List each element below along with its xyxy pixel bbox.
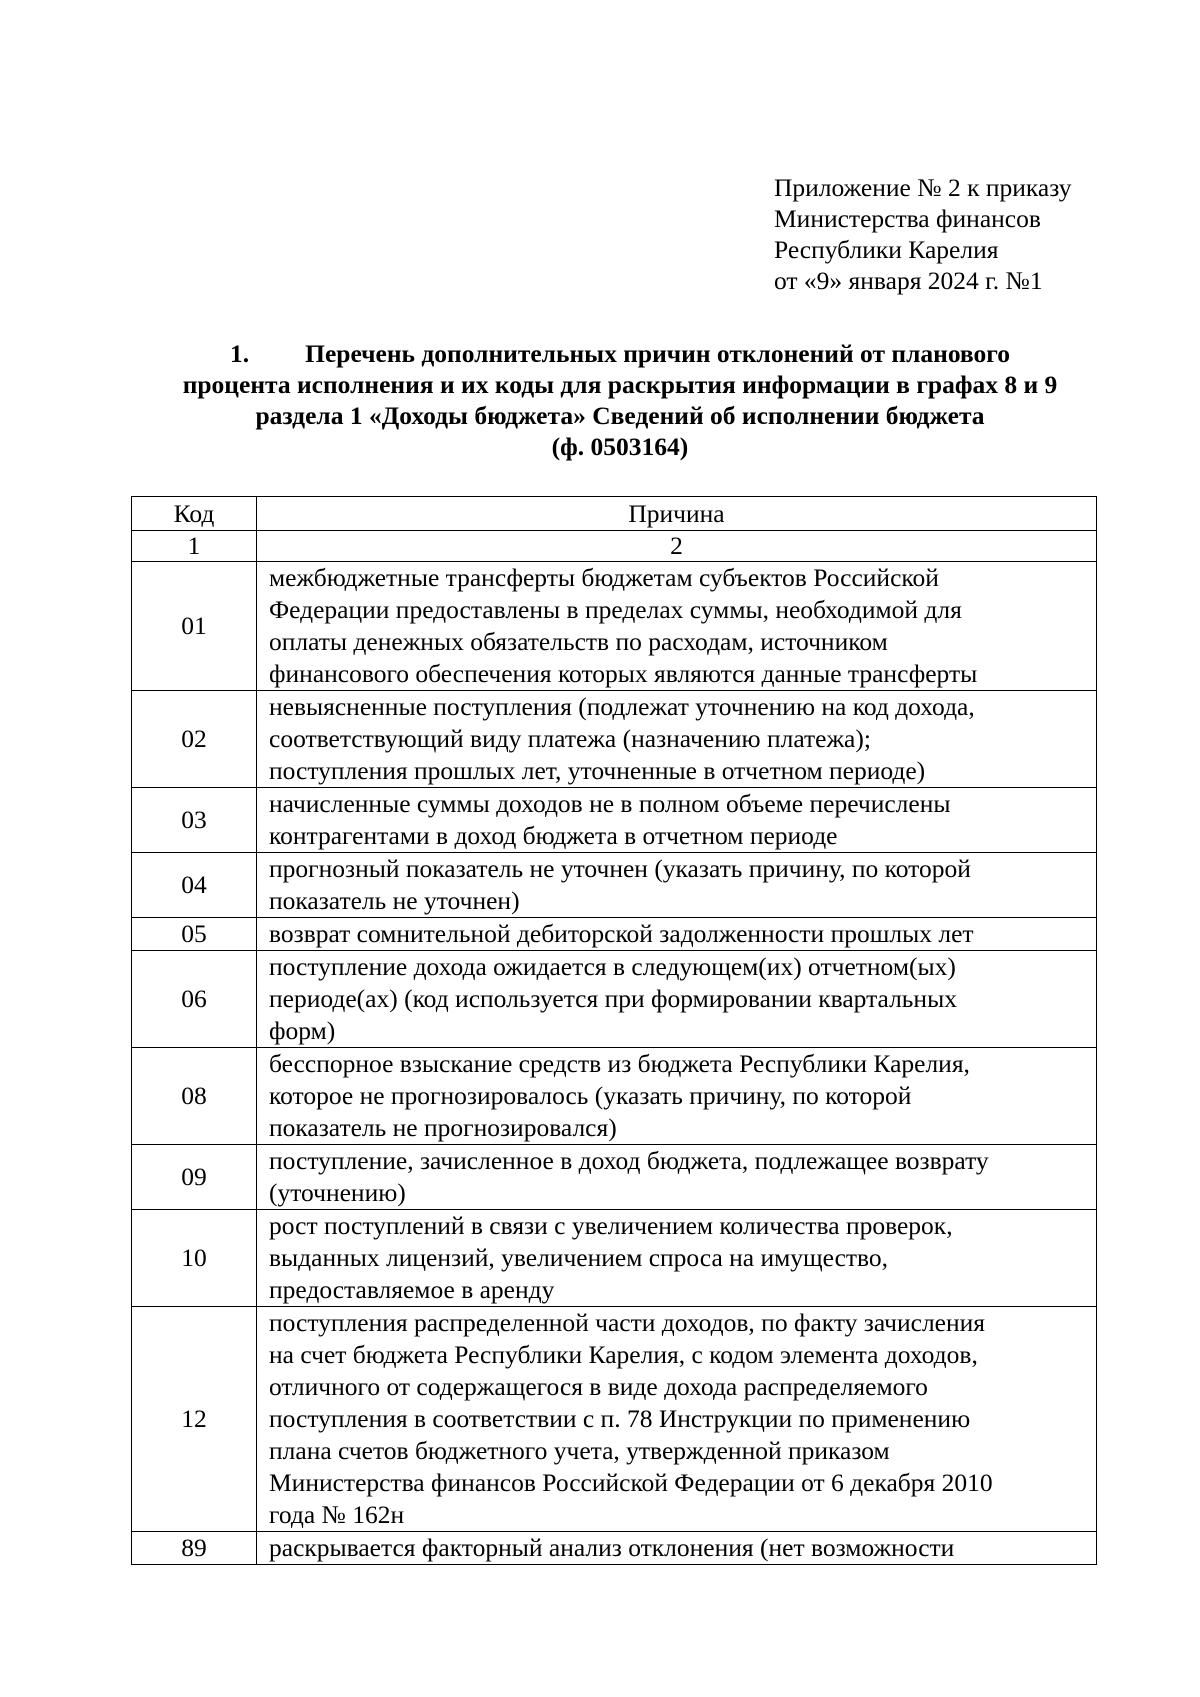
row-reason (257, 853, 1097, 918)
reason-line: форм) (269, 1016, 336, 1045)
approval-line: Министерства финансов (774, 204, 1041, 233)
row-reason (257, 951, 1097, 1048)
row-code: 10 (132, 1210, 257, 1307)
row-reason (257, 1210, 1097, 1307)
column-number: 1 (132, 531, 257, 562)
row-reason (257, 1048, 1097, 1145)
row-code: 02 (132, 691, 257, 788)
title-line: (ф. 0503164) (551, 432, 689, 461)
column-number: 2 (257, 531, 1097, 562)
table-row (132, 1145, 1097, 1210)
table-row (132, 951, 1097, 1048)
reason-line: невыясненные поступления (подлежат уточнению на код дохода, (269, 692, 975, 721)
header-reason: Причина (257, 497, 1097, 531)
reason-line: Федерации предоставлены в пределах суммы, необходимой для (269, 595, 962, 624)
reason-line: контрагентами в доход бюджета в отчетном периоде (269, 821, 838, 850)
reason-line: раскрывается факторный анализ отклонения (нет возможности (269, 1533, 955, 1562)
reason-line: выданных лицензий, увеличением спроса на имущество, (269, 1243, 889, 1272)
reason-line: поступления распределенной части доходов, по факту зачисления (269, 1308, 986, 1337)
table-row (132, 1048, 1097, 1145)
title-number: 1. (230, 339, 250, 368)
title-line (120, 338, 1120, 369)
table-row (132, 1307, 1097, 1532)
row-code: 04 (132, 853, 257, 918)
reason-line: (уточнению) (269, 1178, 406, 1207)
document-title (120, 338, 1120, 462)
reason-line: предоставляемое в аренду (269, 1275, 555, 1304)
reason-line: финансового обеспечения которых являются данные трансферты (269, 659, 978, 688)
reason-line: возврат сомнительной дебиторской задолженности прошлых лет (269, 919, 974, 948)
title-line-text: Перечень дополнительных причин отклонений от планового (305, 339, 1010, 368)
row-code: 09 (132, 1145, 257, 1210)
table-body (132, 531, 1097, 1565)
row-reason (257, 1307, 1097, 1532)
reason-line: периоде(ах) (код используется при формировании квартальных (269, 984, 957, 1013)
row-reason (257, 1532, 1097, 1565)
row-reason (257, 691, 1097, 788)
row-code: 01 (132, 562, 257, 691)
table-row (132, 853, 1097, 918)
table-row (132, 918, 1097, 951)
reason-line: плана счетов бюджетного учета, утвержденной приказом (269, 1436, 890, 1465)
row-code: 06 (132, 951, 257, 1048)
reason-line: оплаты денежных обязательств по расходам, источником (269, 627, 888, 656)
reason-line: показатель не уточнен) (269, 886, 520, 915)
reason-line: которое не прогнозировалось (указать причину, по которой (269, 1081, 912, 1110)
reason-line: Министерства финансов Российской Федерации от 6 декабря 2010 (269, 1468, 993, 1497)
reason-line: показатель не прогнозировался) (269, 1113, 617, 1142)
reason-line: прогнозный показатель не уточнен (указать причину, по которой (269, 854, 971, 883)
reason-line: отличного от содержащегося в виде дохода распределяемого (269, 1372, 928, 1401)
reason-line: соответствующий виду платежа (назначению платежа); (269, 724, 871, 753)
reason-line: поступление, зачисленное в доход бюджета, подлежащее возврату (269, 1146, 989, 1175)
title-line: процента исполнения и их коды для раскрытия информации в графах 8 и 9 (182, 370, 1058, 399)
reason-line: года № 162н (269, 1500, 405, 1529)
approval-line: Республики Карелия (774, 235, 999, 264)
table-row (132, 1532, 1097, 1565)
reason-line: начисленные суммы доходов не в полном объеме перечислены (269, 789, 951, 818)
row-code: 03 (132, 788, 257, 853)
approval-line: от «9» января 2024 г. №1 (774, 266, 1043, 295)
row-code: 08 (132, 1048, 257, 1145)
approval-line: Приложение № 2 к приказу (774, 173, 1072, 202)
reason-line: на счет бюджета Республики Карелия, с кодом элемента доходов, (269, 1340, 978, 1369)
reason-line: бесспорное взыскание средств из бюджета Республики Карелия, (269, 1049, 970, 1078)
row-reason (257, 562, 1097, 691)
table-row (132, 1210, 1097, 1307)
header-code: Код (132, 497, 257, 531)
reason-line: поступления прошлых лет, уточненные в отчетном периоде) (269, 756, 926, 785)
table-row (132, 562, 1097, 691)
row-reason (257, 918, 1097, 951)
table-header-row (132, 497, 1097, 531)
row-code: 89 (132, 1532, 257, 1565)
approval-block (774, 172, 1174, 296)
row-code: 05 (132, 918, 257, 951)
reason-line: поступления в соответствии с п. 78 Инструкции по применению (269, 1404, 971, 1433)
title-line: раздела 1 «Доходы бюджета» Сведений об исполнении бюджета (255, 401, 985, 430)
reason-line: рост поступлений в связи с увеличением количества проверок, (269, 1211, 953, 1240)
table-row (132, 788, 1097, 853)
table-row (132, 691, 1097, 788)
row-reason (257, 1145, 1097, 1210)
column-numbers-row (132, 531, 1097, 562)
row-reason (257, 788, 1097, 853)
reason-line: поступление дохода ожидается в следующем(их) отчетном(ых) (269, 952, 956, 981)
row-code: 12 (132, 1307, 257, 1532)
reasons-table (131, 496, 1097, 1565)
reason-line: межбюджетные трансферты бюджетам субъектов Российской (269, 563, 939, 592)
